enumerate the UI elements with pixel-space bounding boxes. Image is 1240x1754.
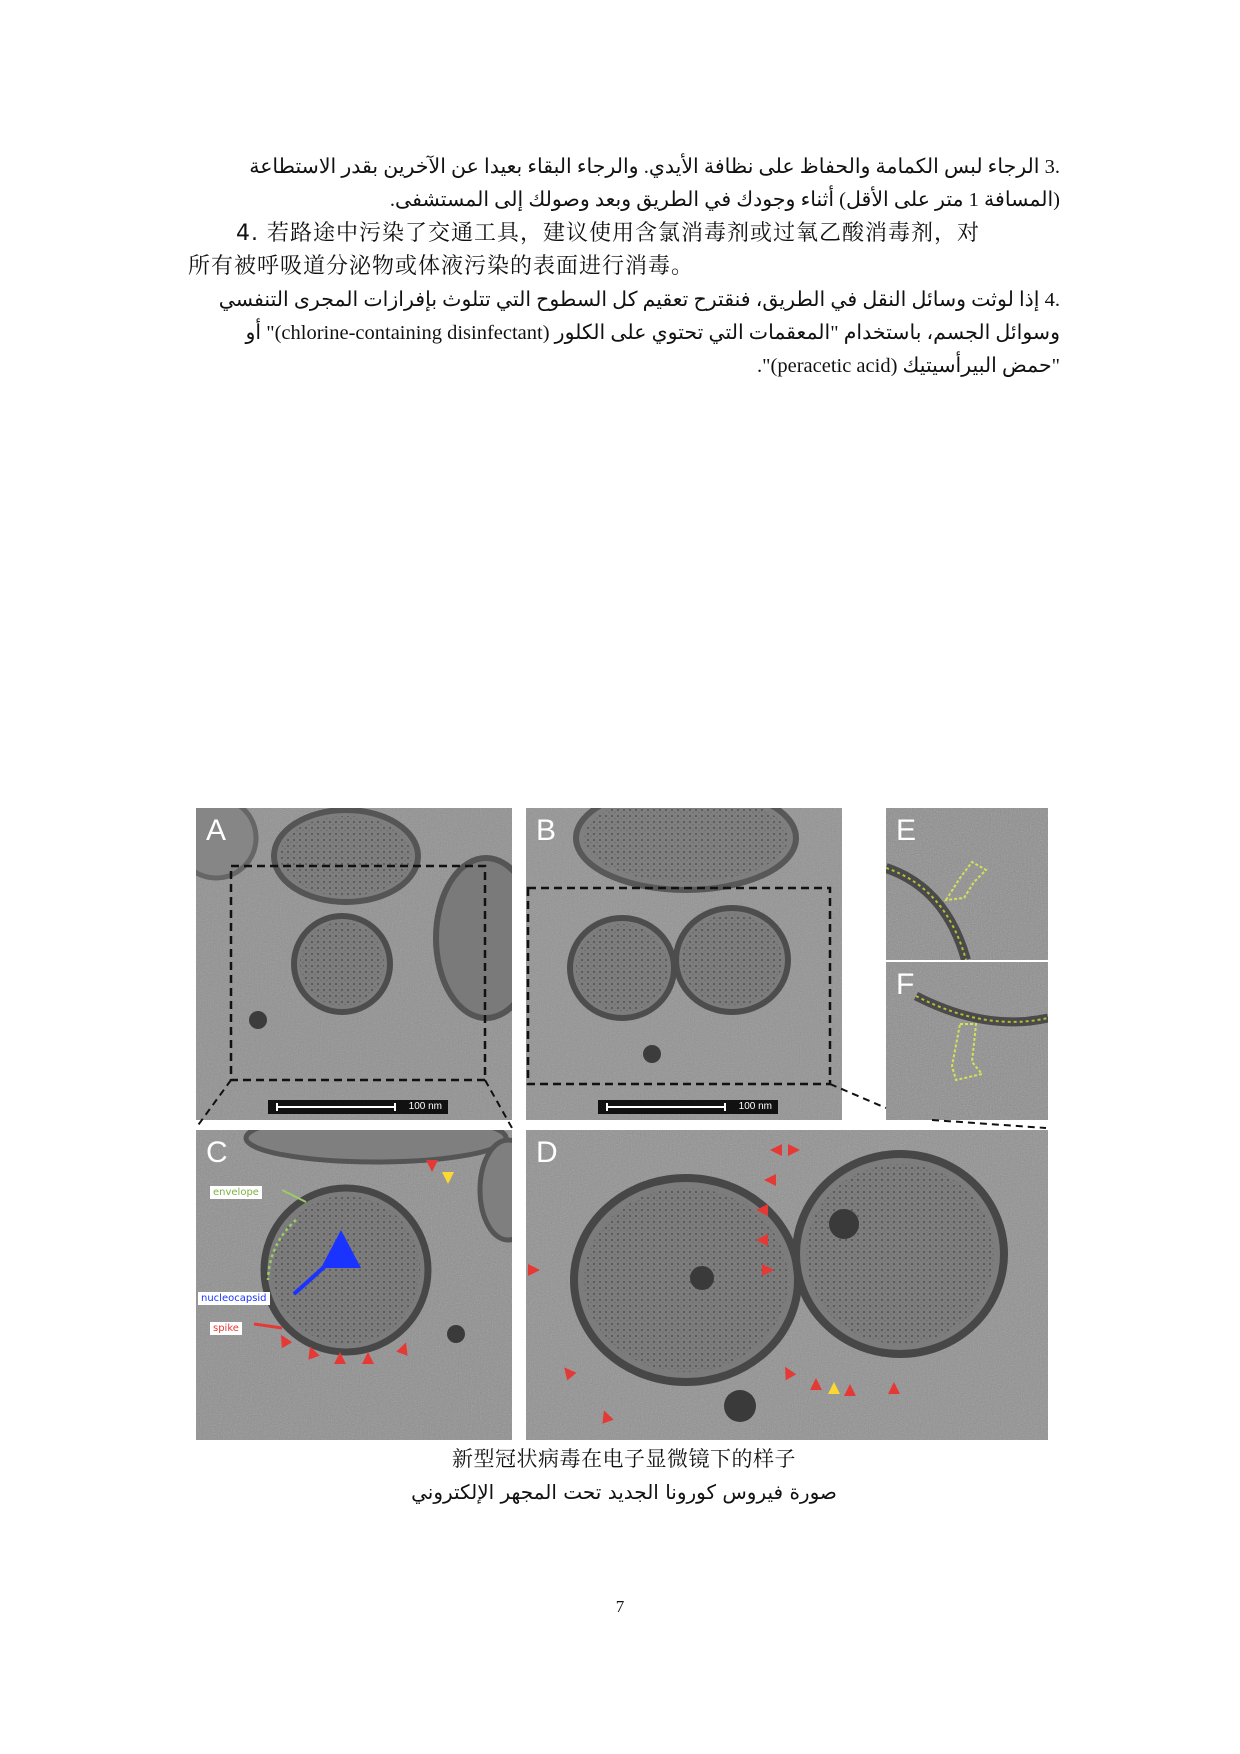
panel-c-image: [196, 1130, 512, 1440]
envelope-label: envelope: [210, 1186, 262, 1199]
panel-d-label: D: [536, 1136, 558, 1169]
paragraph-4-chinese: [188, 217, 1060, 283]
spike-arrow: [810, 1378, 822, 1390]
spike-arrow: [764, 1174, 776, 1186]
highlight-arrow: [828, 1382, 840, 1394]
electron-micrograph-figure: [196, 808, 1052, 1440]
spike-arrow: [788, 1144, 800, 1156]
spike-arrow: [844, 1384, 856, 1396]
spike-arrow: [762, 1264, 774, 1276]
figure-caption-chinese: 新型冠状病毒在电子显微镜下的样子: [452, 1447, 796, 1471]
spike-arrow: [426, 1160, 438, 1172]
spike-arrow: [528, 1264, 540, 1276]
paragraph-4-arabic-line-3: "حمض البيرأسيتيك (peracetic acid)".: [757, 355, 1060, 377]
paragraph-3-arabic-line-2: (المسافة 1 متر على الأقل) أثناء وجودك في الطريق وبعد وصولك إلى المستشفى.: [389, 189, 1060, 211]
spike-label: spike: [210, 1322, 242, 1335]
highlight-arrow: [442, 1172, 454, 1184]
panel-a-label: A: [206, 814, 227, 847]
page-number: 7: [615, 1597, 625, 1616]
spike-arrow: [334, 1352, 346, 1364]
panel-c: [196, 1130, 512, 1440]
figure-caption-arabic: صورة فيروس كورونا الجديد تحت المجهر الإلكتروني: [411, 1480, 837, 1504]
panel-e-label: E: [896, 814, 917, 847]
spike-arrow: [770, 1144, 782, 1156]
panel-b-scalebar-label: 100 nm: [738, 1101, 772, 1112]
paragraph-4-chinese-line-2: 所有被呼吸道分泌物或体液污染的表面进行消毒。: [188, 254, 695, 279]
panel-c-label: C: [206, 1136, 228, 1169]
nucleocapsid-label: nucleocapsid: [198, 1292, 270, 1305]
paragraph-4-arabic-line-2: وسوائل الجسم، باستخدام "المعقمات التي تحتوي على الكلور (chlorine-containing disinfectant)" أو: [245, 322, 1060, 344]
panel-a-scalebar-label: 100 nm: [408, 1101, 442, 1112]
spike-arrow: [888, 1382, 900, 1394]
panel-f-label: F: [896, 968, 915, 1001]
panel-d-image: [526, 1130, 1048, 1440]
panel-d: [526, 1130, 1048, 1440]
spike-arrow: [362, 1352, 374, 1364]
paragraph-4-arabic-line-1: .4 إذا لوثت وسائل النقل في الطريق، فنقترح تعقيم كل السطوح التي تتلوث بإفرازات المجرى التنفسي: [218, 289, 1060, 311]
paragraph-4-chinese-line-1: 4. 若路途中污染了交通工具，建议使用含氯消毒剂或过氧乙酸消毒剂，对: [236, 221, 980, 246]
spike-arrow: [756, 1234, 768, 1246]
panel-b-label: B: [536, 814, 557, 847]
spike-arrow: [756, 1204, 768, 1216]
paragraph-3-arabic-line-1: .3 الرجاء لبس الكمامة والحفاظ على نظافة الأيدي. والرجاء البقاء بعيدا عن الآخرين بقدر الاستطاعة: [249, 156, 1060, 178]
